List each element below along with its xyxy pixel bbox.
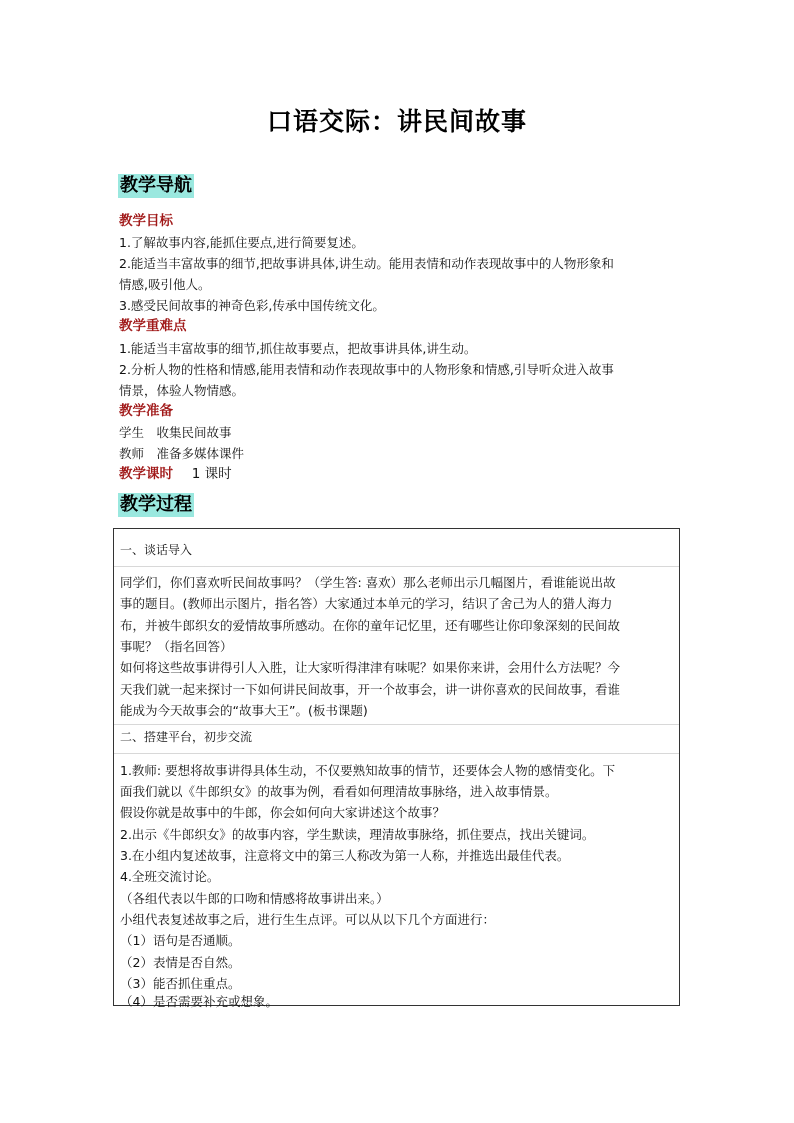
process-paragraph-line: 面我们就以《牛郎织女》的故事为例，看看如何理清故事脉络，进入故事情景。 xyxy=(120,784,558,799)
prep-line-student: 学生 收集民间故事 xyxy=(119,425,232,440)
process-paragraph-line: 2.出示《牛郎织女》的故事内容，学生默读，理清故事脉络，抓住要点，找出关键词。 xyxy=(120,827,595,842)
goal-line: 3.感受民间故事的神奇色彩,传承中国传统文化。 xyxy=(119,298,385,313)
process-paragraph-line: 事呢？（指名回答） xyxy=(120,639,233,654)
heading-preparation: 教学准备 xyxy=(119,403,173,419)
process-paragraph-line: 假设你就是故事中的牛郎，你会如何向大家讲述这个故事？ xyxy=(120,805,446,820)
process-section2-heading: 二、搭建平台，初步交流 xyxy=(120,730,253,744)
process-paragraph-line: 1.教师: 要想将故事讲得具体生动，不仅要熟知故事的情节，还要体会人物的感情变化。下 xyxy=(120,763,616,778)
key-point-line: 1.能适当丰富故事的细节,抓住故事要点，把故事讲具体,讲生动。 xyxy=(119,341,477,356)
process-paragraph-line: 事的题目。(教师出示图片，指名答）大家通过本单元的学习，结识了舍己为人的猎人海力 xyxy=(120,596,613,611)
teaching-process-box xyxy=(113,528,680,1009)
goal-line: 情感,吸引他人。 xyxy=(119,277,211,292)
goal-line: 2.能适当丰富故事的细节,把故事讲具体,讲生动。能用表情和动作表现故事中的人物形象和 xyxy=(119,256,614,271)
process-paragraph-line: 3.在小组内复述故事，注意将文中的第三人称改为第一人称，并推选出最佳代表。 xyxy=(120,848,570,863)
goal-line: 1.了解故事内容,能抓住要点,进行简要复述。 xyxy=(119,235,364,250)
process-section1-heading: 一、谈话导入 xyxy=(120,543,193,557)
divider xyxy=(114,566,679,567)
process-paragraph-line: （2）表情是否自然。 xyxy=(120,955,241,970)
heading-teaching-goals: 教学目标 xyxy=(119,213,173,229)
page-title: 口语交际：讲民间故事 xyxy=(266,107,527,136)
class-hours-value: 1 课时 xyxy=(191,466,232,482)
heading-class-hours: 教学课时 xyxy=(119,466,173,482)
divider xyxy=(114,724,679,725)
heading-key-points: 教学重难点 xyxy=(119,318,187,334)
process-paragraph-line: （各组代表以牛郎的口吻和情感将故事讲出来。） xyxy=(120,891,389,906)
divider xyxy=(114,753,679,754)
process-paragraph-line: 小组代表复述故事之后，进行生生点评。可以从以下几个方面进行： xyxy=(120,912,496,927)
process-paragraph-line: 同学们，你们喜欢听民间故事吗？（学生答: 喜欢）那么老师出示几幅图片，看谁能说出故 xyxy=(120,575,616,590)
process-paragraph-line: 天我们就一起来探讨一下如何讲民间故事，开一个故事会，讲一讲你喜欢的民间故事，看谁 xyxy=(120,682,621,697)
process-paragraph-line: （3）能否抓住重点。 xyxy=(120,976,241,991)
section-banner-teaching-guide: 教学导航 xyxy=(120,175,192,196)
class-hours-row xyxy=(119,464,232,484)
section-banner-teaching-process: 教学过程 xyxy=(120,494,192,515)
process-paragraph-line: 能成为今天故事会的“故事大王”。(板书课题) xyxy=(120,703,368,718)
process-paragraph-line: （1）语句是否通顺。 xyxy=(120,933,241,948)
process-paragraph-line: 4.全班交流讨论。 xyxy=(120,869,220,884)
prep-line-teacher: 教师 准备多媒体课件 xyxy=(119,446,245,461)
key-point-line: 情景，体验人物情感。 xyxy=(119,383,245,398)
process-paragraph-line: （4）是否需要补充或想象。 xyxy=(120,994,278,1009)
key-point-line: 2.分析人物的性格和情感,能用表情和动作表现故事中的人物形象和情感,引导听众进入故事 xyxy=(119,362,614,377)
process-paragraph-line: 如何将这些故事讲得引人入胜，让大家听得津津有味呢？如果你来讲，会用什么方法呢？今 xyxy=(120,660,621,675)
process-paragraph-line: 布，并被牛郎织女的爱情故事所感动。在你的童年记忆里，还有哪些让你印象深刻的民间故 xyxy=(120,618,621,633)
